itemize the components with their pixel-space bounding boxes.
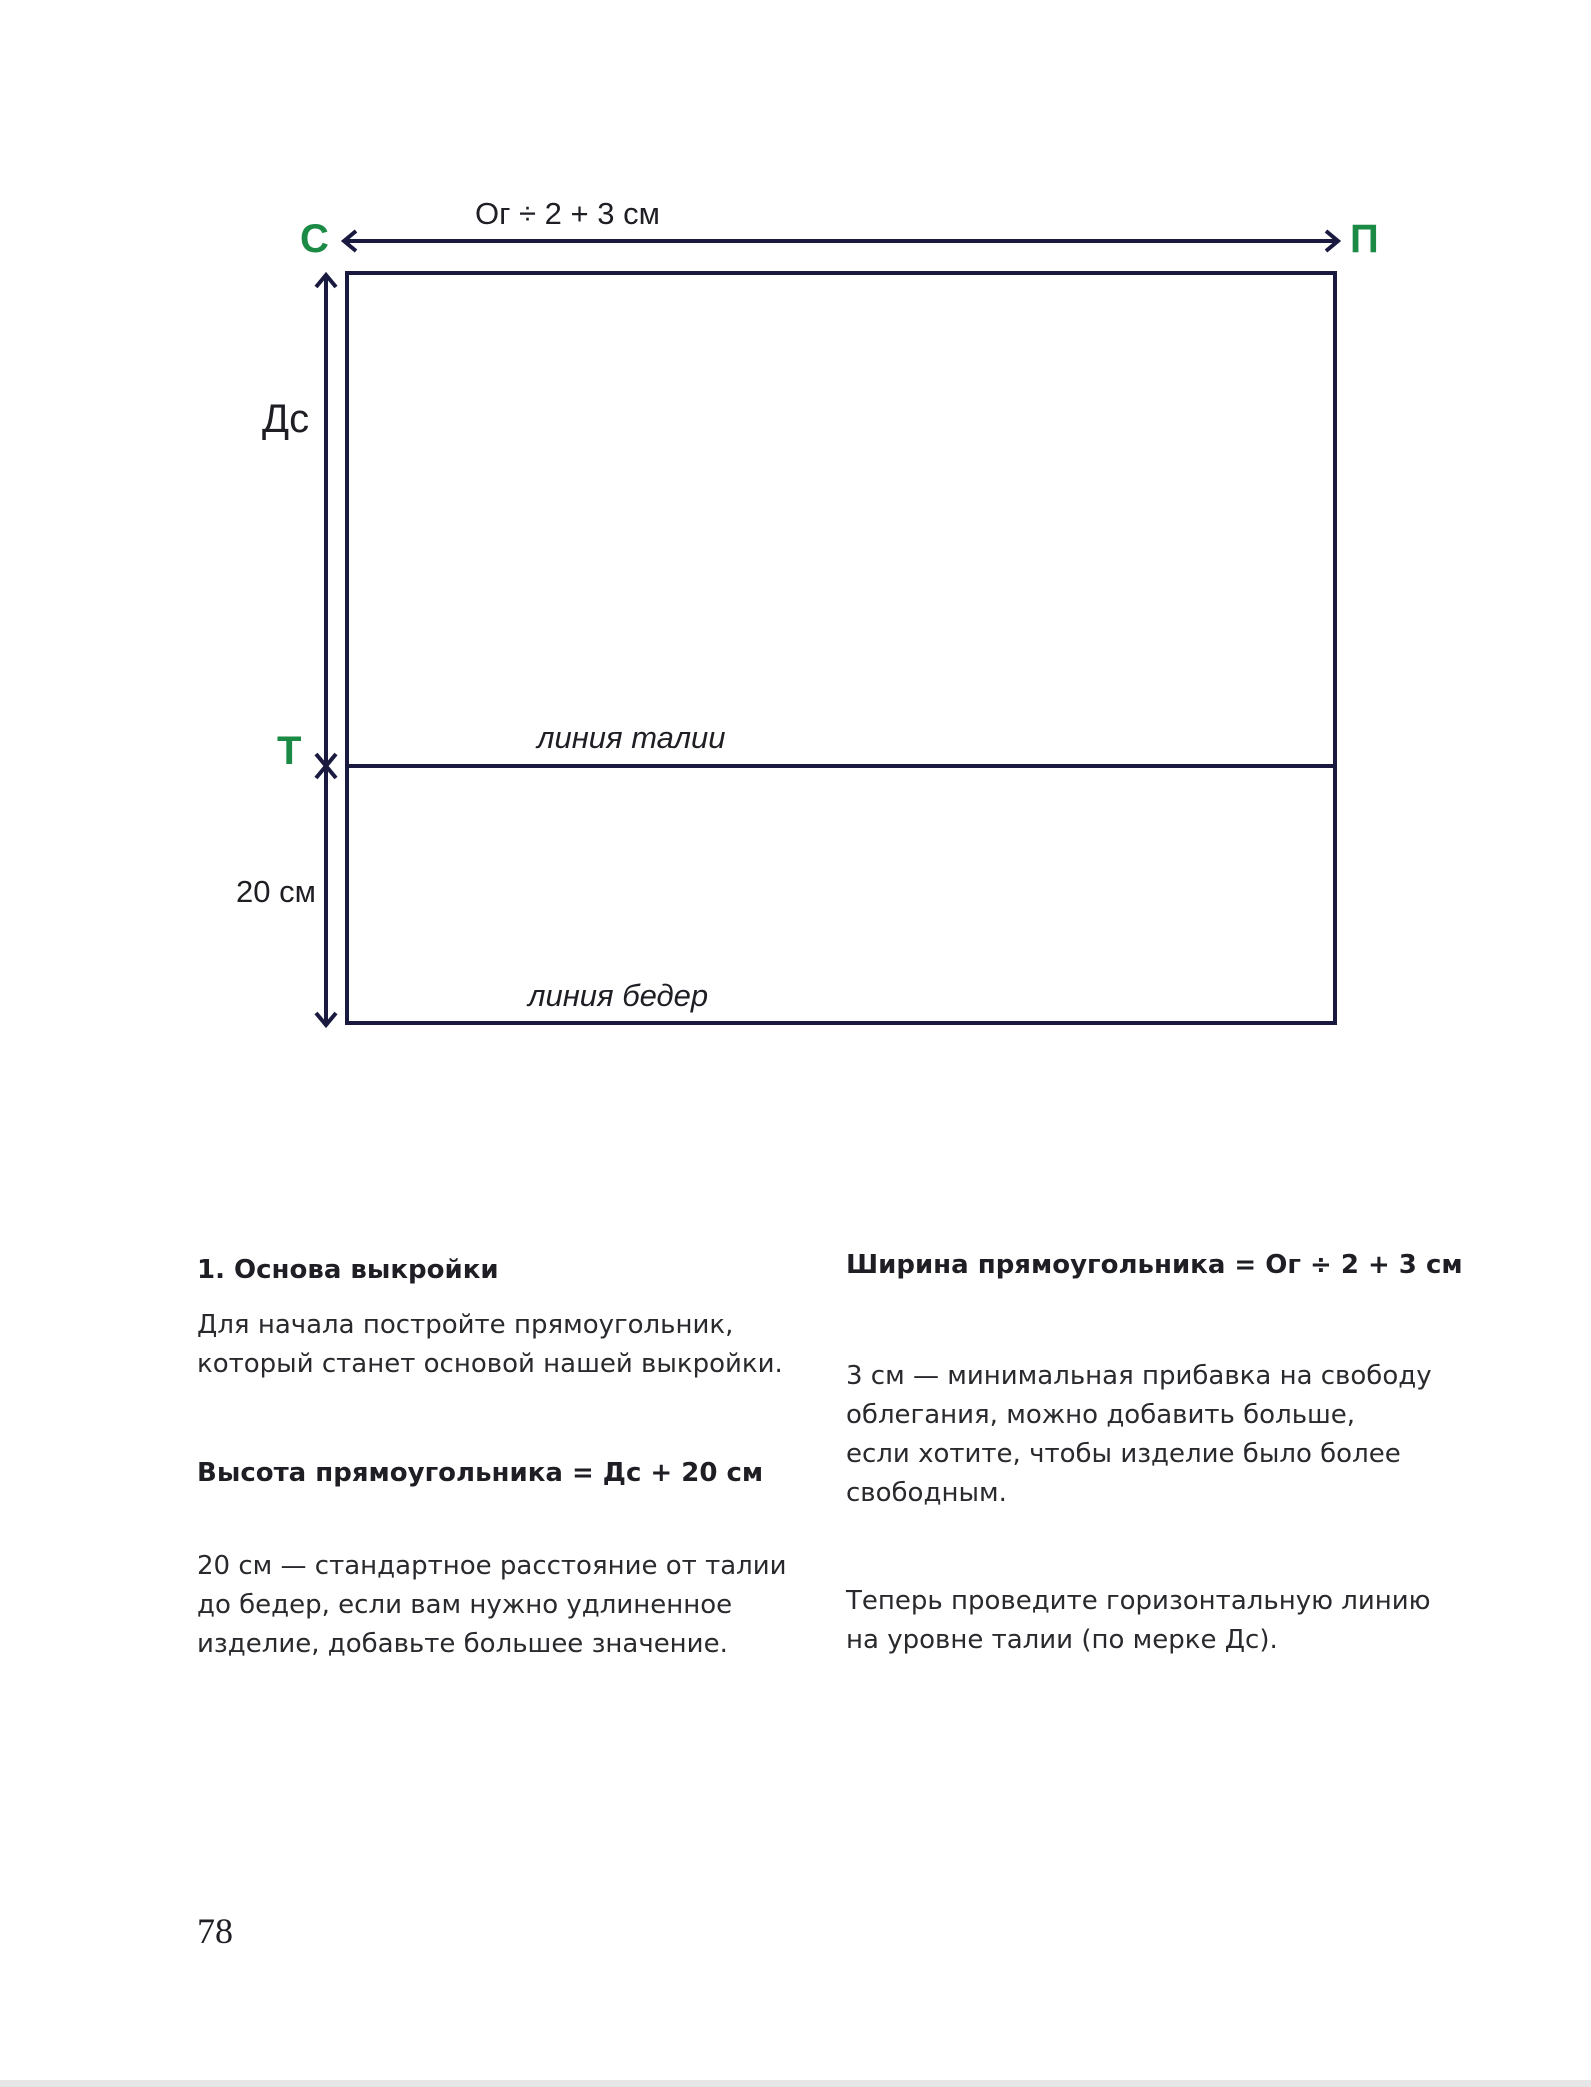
height-top-label: Дс: [262, 397, 310, 441]
width-formula-label: Ог ÷ 2 + 3 см: [475, 196, 660, 231]
waist-line-label: линия талии: [537, 720, 726, 755]
height-formula: Высота прямоугольника = Дс + 20 см: [197, 1458, 764, 1488]
intro-text-line-2: который станет основой нашей выкройки.: [197, 1349, 783, 1379]
intro-text-line-1: Для начала постройте прямоугольник,: [197, 1310, 734, 1340]
instruction-line-2: на уровне талии (по мерке Дс).: [846, 1625, 1278, 1655]
point-p-label: П: [1350, 217, 1379, 261]
page-number: 78: [197, 1911, 233, 1951]
height-note-line-2: до бедер, если вам нужно удлиненное: [197, 1590, 733, 1620]
width-note-line-3: если хотите, чтобы изделие было более: [846, 1439, 1401, 1469]
width-formula: Ширина прямоугольника = Ог ÷ 2 + 3 см: [846, 1250, 1463, 1280]
bottom-divider: [0, 2080, 1591, 2087]
point-c-label: С: [300, 217, 329, 261]
width-note-line-2: облегания, можно добавить больше,: [846, 1400, 1356, 1430]
hip-line-label: линия бедер: [528, 978, 709, 1013]
pattern-rectangle: [347, 273, 1335, 1023]
width-note-line-4: свободным.: [846, 1478, 1007, 1508]
point-t-label: Т: [277, 729, 302, 773]
height-bottom-label: 20 см: [236, 874, 316, 909]
section-title: 1. Основа выкройки: [197, 1255, 499, 1285]
height-note-line-1: 20 см — стандартное расстояние от талии: [197, 1551, 787, 1581]
width-note-line-1: 3 см — минимальная прибавка на свободу: [846, 1361, 1432, 1391]
height-note-line-3: изделие, добавьте большее значение.: [197, 1629, 728, 1659]
instruction-line-1: Теперь проведите горизонтальную линию: [846, 1586, 1431, 1616]
